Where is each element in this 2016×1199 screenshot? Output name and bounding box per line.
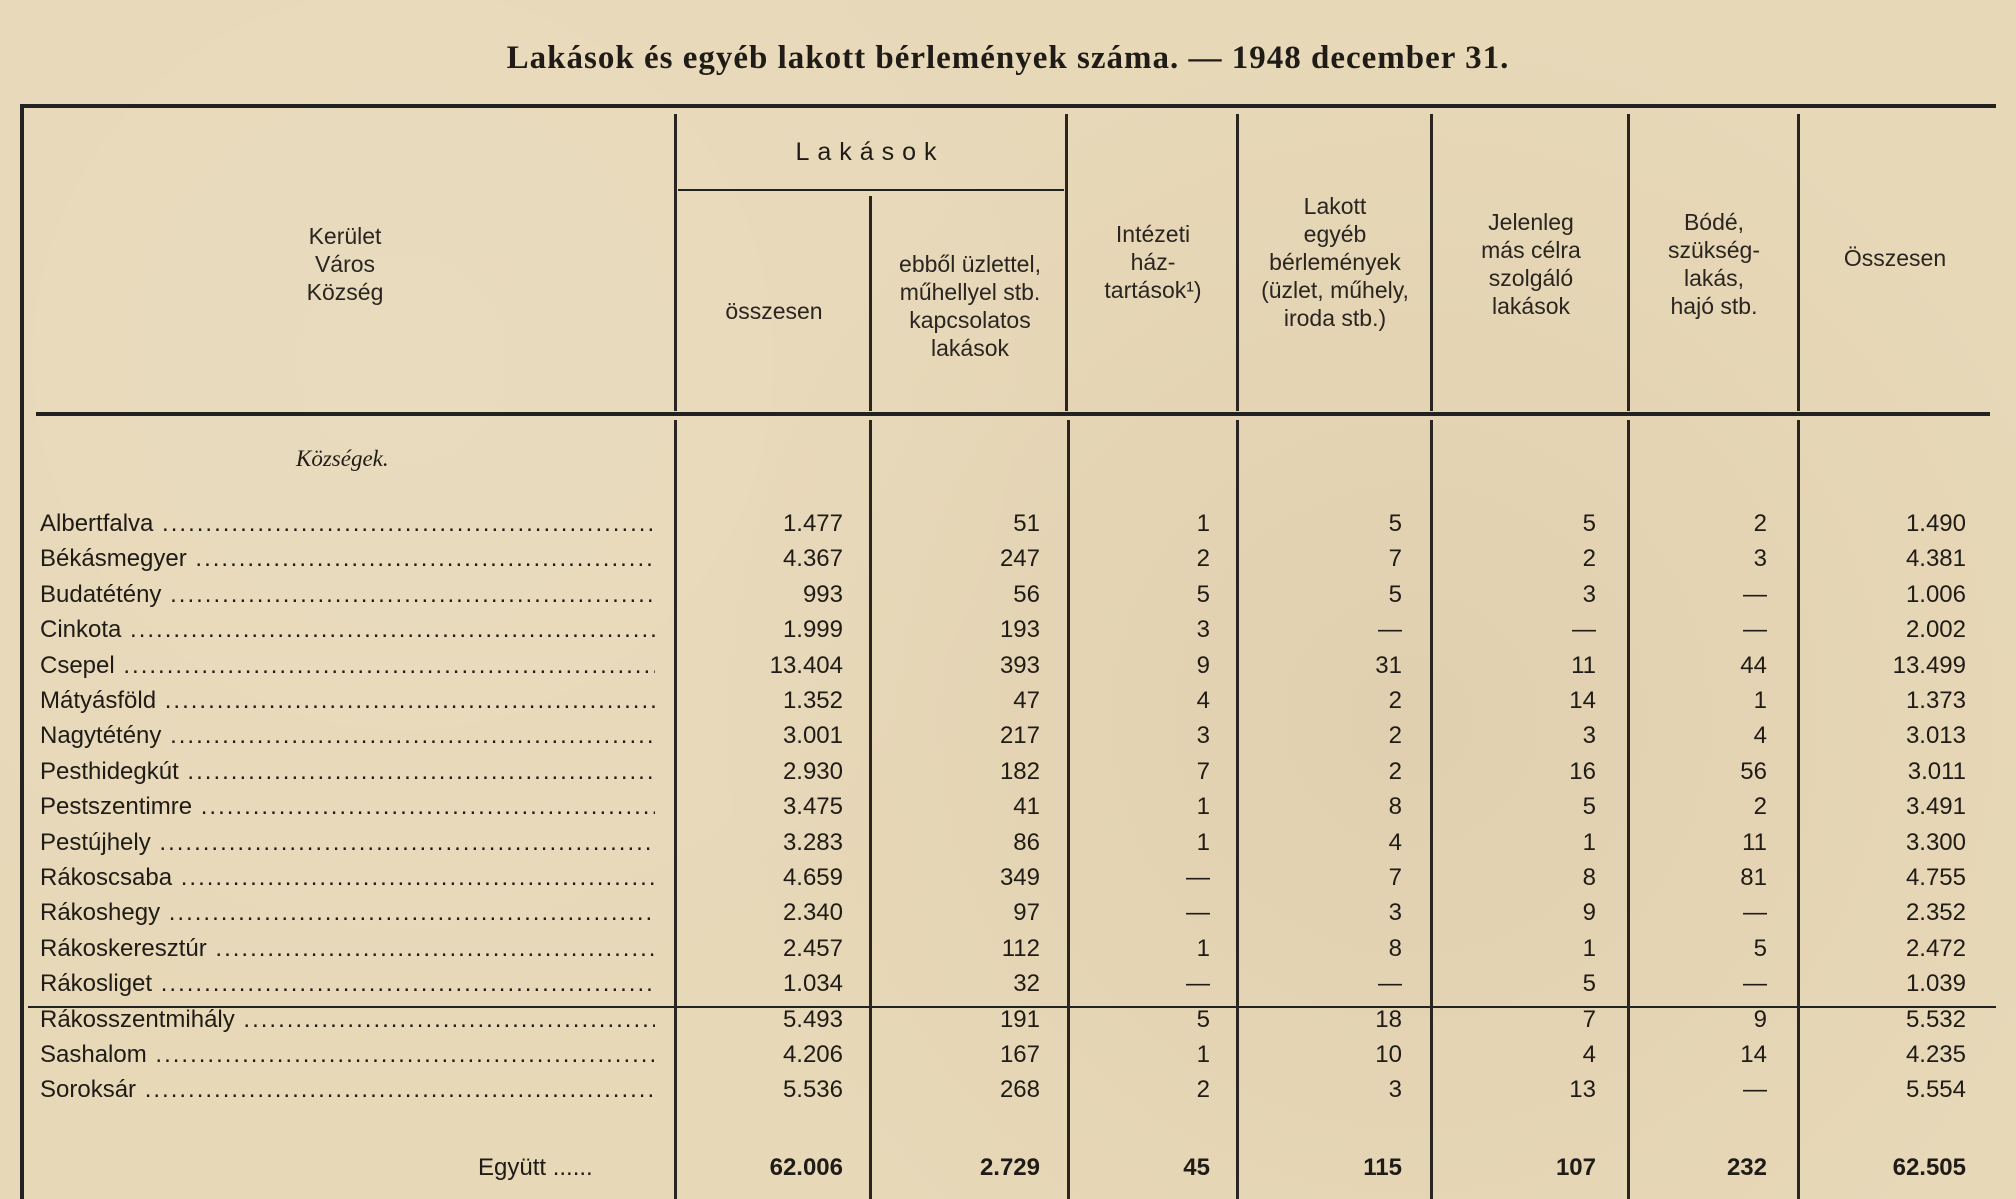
header-line: Jelenleg	[1488, 209, 1574, 235]
cell-intezeti: 5	[1196, 1005, 1210, 1033]
cell-bode: 56	[1740, 757, 1767, 785]
cell-ebbol: 217	[999, 722, 1040, 750]
header-line: szükség-	[1667, 237, 1761, 263]
cell-intezeti: 1	[1196, 793, 1210, 821]
cell-bode: 4	[1753, 722, 1767, 750]
cell-lakott: 2	[1388, 757, 1402, 785]
table-row	[0, 895, 2016, 930]
cell-total: 3.300	[1905, 828, 1966, 856]
cell-jelenleg: 7	[1582, 1005, 1596, 1033]
column-divider	[1627, 114, 1630, 411]
table-row	[0, 577, 2016, 612]
cell-bode: —	[1743, 1076, 1767, 1104]
header-ebbol	[874, 250, 1066, 362]
cell-lakott: 2	[1388, 687, 1402, 714]
cell-ebbol: 97	[1013, 899, 1040, 927]
table-row	[0, 506, 2016, 541]
cell-jelenleg: 4	[1582, 1041, 1596, 1068]
cell-jelenleg: 3	[1582, 580, 1596, 608]
cell-osszesen: 2.340	[782, 899, 843, 927]
header-line: Község	[306, 279, 384, 305]
cell-total: 4.235	[1905, 1041, 1966, 1068]
cell-total: 2.472	[1905, 934, 1966, 962]
total-ebbol: 2.729	[979, 1154, 1040, 1181]
row-name: Nagytétény .....	[40, 718, 655, 753]
cell-osszesen: 5.493	[782, 1005, 843, 1033]
row-name: Rákoshegy .....	[40, 895, 655, 930]
row-name: Békásmegyer .....	[40, 541, 655, 576]
cell-jelenleg: 11	[1571, 651, 1596, 679]
header-lakott	[1240, 192, 1430, 332]
cell-bode: —	[1743, 616, 1767, 644]
row-name: Soroksár .....	[40, 1072, 655, 1107]
cell-intezeti: 5	[1196, 580, 1210, 608]
table-row	[0, 754, 2016, 789]
cell-bode: 9	[1753, 1005, 1767, 1033]
cell-osszesen: 1.999	[782, 616, 843, 644]
table-row	[0, 1037, 2016, 1072]
cell-bode: —	[1743, 970, 1767, 998]
header-line: lakás,	[1683, 265, 1745, 291]
header-bottom-rule	[36, 412, 1990, 416]
cell-osszesen: 4.659	[782, 864, 843, 891]
row-name: Budatétény .....	[40, 577, 655, 612]
column-divider	[1430, 114, 1433, 411]
row-name: Sashalom .....	[40, 1037, 655, 1072]
row-name: Rákoskeresztúr .....	[40, 931, 655, 966]
cell-ebbol: 268	[999, 1076, 1040, 1104]
table-row	[0, 718, 2016, 753]
cell-bode: 2	[1753, 793, 1767, 821]
cell-osszesen: 4.367	[782, 545, 843, 573]
total-osszesen: 62.006	[769, 1154, 843, 1181]
row-name: Albertfalva .....	[40, 506, 655, 541]
cell-lakott: 3	[1388, 1076, 1402, 1104]
cell-intezeti: 4	[1196, 687, 1210, 714]
cell-intezeti: —	[1186, 970, 1210, 998]
total-intezeti: 45	[1183, 1154, 1210, 1181]
cell-ebbol: 41	[1013, 793, 1040, 821]
table-row	[0, 1002, 2016, 1037]
cell-jelenleg: 14	[1569, 687, 1596, 714]
cell-osszesen: 4.206	[782, 1041, 843, 1068]
cell-lakott: 18	[1375, 1005, 1402, 1033]
cell-ebbol: 51	[1013, 510, 1040, 537]
header-line: Lakott	[1303, 193, 1367, 219]
cell-lakott: 10	[1375, 1041, 1402, 1068]
header-line: bérlemények	[1269, 249, 1401, 275]
cell-ebbol: 349	[999, 864, 1040, 891]
header-line: (üzlet, műhely,	[1261, 277, 1409, 303]
table-row	[0, 1072, 2016, 1107]
total-total: 62.505	[1892, 1154, 1966, 1181]
total-bode: 232	[1726, 1154, 1767, 1181]
table-row	[0, 966, 2016, 1001]
total-jelenleg: 107	[1555, 1154, 1596, 1181]
cell-osszesen: 3.001	[782, 722, 843, 750]
total-label: Együtt ......	[478, 1154, 593, 1181]
cell-intezeti: 7	[1196, 757, 1210, 785]
cell-total: 2.002	[1905, 616, 1966, 644]
cell-lakott: 5	[1388, 510, 1402, 537]
cell-osszesen: 3.283	[782, 828, 843, 856]
cell-total: 4.755	[1905, 864, 1966, 891]
table-row	[0, 931, 2016, 966]
cell-intezeti: 1	[1196, 934, 1210, 962]
cell-total: 5.554	[1905, 1076, 1966, 1104]
cell-total: 1.490	[1905, 510, 1966, 537]
column-divider	[1236, 114, 1239, 411]
cell-ebbol: 56	[1013, 580, 1040, 608]
cell-jelenleg: 8	[1582, 864, 1596, 891]
cell-jelenleg: 16	[1569, 757, 1596, 785]
cell-jelenleg: 2	[1582, 545, 1596, 573]
cell-ebbol: 182	[999, 757, 1040, 785]
row-name: Cinkota .....	[40, 612, 655, 647]
row-name: Rákosliget .....	[40, 966, 655, 1001]
header-line: Kerület	[308, 223, 382, 249]
cell-ebbol: 247	[999, 545, 1040, 573]
cell-total: 1.006	[1905, 580, 1966, 608]
table-row	[0, 612, 2016, 647]
header-total	[1800, 244, 1990, 272]
header-line: szolgáló	[1488, 265, 1574, 291]
cell-bode: 11	[1742, 828, 1767, 856]
cell-bode: 2	[1753, 510, 1767, 537]
cell-bode: 14	[1740, 1041, 1767, 1068]
cell-intezeti: 3	[1196, 722, 1210, 750]
cell-total: 4.381	[1905, 545, 1966, 573]
header-line: kapcsolatos	[909, 307, 1031, 333]
header-line: ház-	[1130, 249, 1176, 275]
row-name: Pestszentimre .....	[40, 789, 655, 824]
cell-osszesen: 1.034	[782, 970, 843, 998]
table-row	[0, 648, 2016, 683]
cell-intezeti: 2	[1196, 545, 1210, 573]
header-line: tartások¹)	[1104, 277, 1202, 303]
row-name: Pesthidegkút .....	[40, 754, 655, 789]
cell-jelenleg: 5	[1582, 793, 1596, 821]
row-name: Rákosszentmihály .....	[40, 1002, 655, 1037]
table-row	[0, 789, 2016, 824]
cell-lakott: 3	[1388, 899, 1402, 927]
cell-jelenleg: 5	[1582, 510, 1596, 537]
cell-jelenleg: 5	[1582, 970, 1596, 998]
cell-jelenleg: 3	[1582, 722, 1596, 750]
header-location	[260, 222, 430, 306]
header-line: ebből üzlettel,	[899, 251, 1041, 277]
cell-ebbol: 112	[1001, 934, 1040, 962]
header-line: Összesen	[1843, 245, 1947, 271]
cell-total: 3.491	[1905, 793, 1966, 821]
cell-lakott: 7	[1388, 545, 1402, 573]
header-jelenleg	[1436, 208, 1626, 320]
header-line: Intézeti	[1115, 221, 1191, 247]
cell-lakott: 4	[1388, 828, 1402, 856]
header-line: más célra	[1481, 237, 1581, 263]
table-row	[0, 860, 2016, 895]
section-label: Községek.	[296, 446, 389, 471]
cell-total: 1.373	[1905, 687, 1966, 714]
header-line: Bódé,	[1683, 209, 1745, 235]
cell-ebbol: 193	[999, 616, 1040, 644]
cell-jelenleg: 1	[1582, 934, 1596, 962]
cell-bode: 81	[1740, 864, 1767, 891]
row-name: Pestújhely .....	[40, 825, 655, 860]
table-row	[0, 683, 2016, 718]
cell-intezeti: —	[1186, 899, 1210, 927]
cell-lakott: 8	[1388, 934, 1402, 962]
row-name: Csepel .....	[40, 648, 655, 683]
cell-total: 3.011	[1907, 757, 1966, 785]
top-rule	[20, 104, 1996, 108]
header-osszesen	[680, 297, 868, 325]
cell-osszesen: 1.352	[782, 687, 843, 714]
cell-jelenleg: 9	[1582, 899, 1596, 927]
cell-bode: 44	[1740, 651, 1767, 679]
cell-jelenleg: 13	[1569, 1076, 1596, 1104]
cell-intezeti: 3	[1196, 616, 1210, 644]
cell-osszesen: 993	[802, 580, 843, 608]
header-line: összesen	[725, 298, 823, 324]
header-bode	[1632, 208, 1796, 320]
cell-intezeti: 1	[1196, 1041, 1210, 1068]
cell-total: 13.499	[1892, 651, 1966, 679]
cell-lakott: 7	[1388, 864, 1402, 891]
cell-lakott: —	[1378, 616, 1402, 644]
cell-ebbol: 191	[999, 1005, 1040, 1033]
header-line: Város	[314, 251, 376, 277]
cell-lakott: 8	[1388, 793, 1402, 821]
header-line: műhellyel stb.	[899, 279, 1041, 305]
cell-intezeti: —	[1186, 864, 1210, 891]
cell-bode: 5	[1753, 934, 1767, 962]
cell-total: 1.039	[1905, 970, 1966, 998]
cell-bode: 3	[1753, 545, 1767, 573]
header-intezeti	[1070, 220, 1236, 304]
total-row	[0, 1150, 2016, 1185]
cell-ebbol: 47	[1013, 687, 1040, 714]
cell-jelenleg: 1	[1582, 828, 1596, 856]
cell-osszesen: 5.536	[782, 1076, 843, 1104]
cell-ebbol: 86	[1013, 828, 1040, 856]
cell-intezeti: 1	[1196, 828, 1210, 856]
row-name: Rákoscsaba .....	[40, 860, 655, 895]
column-divider	[869, 196, 872, 411]
cell-lakott: 5	[1388, 580, 1402, 608]
cell-lakott: —	[1378, 970, 1402, 998]
cell-ebbol: 393	[999, 651, 1040, 679]
cell-intezeti: 9	[1196, 651, 1210, 679]
header-line: lakások	[1492, 293, 1570, 319]
header-line: lakások	[931, 335, 1009, 361]
header-line: egyéb	[1303, 221, 1367, 247]
cell-ebbol: 32	[1013, 970, 1040, 998]
cell-osszesen: 2.457	[782, 934, 843, 962]
cell-total: 3.013	[1905, 722, 1966, 750]
cell-intezeti: 2	[1196, 1076, 1210, 1104]
cell-bode: —	[1743, 899, 1767, 927]
cell-total: 5.532	[1905, 1005, 1966, 1033]
cell-osszesen: 2.930	[782, 757, 843, 785]
cell-jelenleg: —	[1572, 616, 1596, 644]
table-row	[0, 825, 2016, 860]
header-lakasok-group: Lakások	[795, 138, 945, 166]
table-title: Lakások és egyéb lakott bérlemények száma. — 1948 december 31.	[506, 40, 1510, 76]
cell-osszesen: 1.477	[782, 510, 843, 537]
cell-bode: —	[1743, 580, 1767, 608]
cell-osszesen: 3.475	[782, 793, 843, 821]
cell-lakott: 31	[1375, 651, 1402, 679]
header-line: hajó stb.	[1670, 293, 1758, 319]
cell-ebbol: 167	[999, 1041, 1040, 1068]
lakasok-group-rule	[678, 189, 1064, 191]
cell-osszesen: 13.404	[769, 651, 843, 679]
cell-intezeti: 1	[1196, 510, 1210, 537]
row-name: Mátyásföld .....	[40, 683, 655, 718]
total-lakott: 115	[1363, 1154, 1402, 1181]
header-line: iroda stb.)	[1283, 305, 1387, 331]
cell-bode: 1	[1753, 687, 1767, 714]
cell-total: 2.352	[1905, 899, 1966, 927]
cell-lakott: 2	[1388, 722, 1402, 750]
table-row	[0, 541, 2016, 576]
